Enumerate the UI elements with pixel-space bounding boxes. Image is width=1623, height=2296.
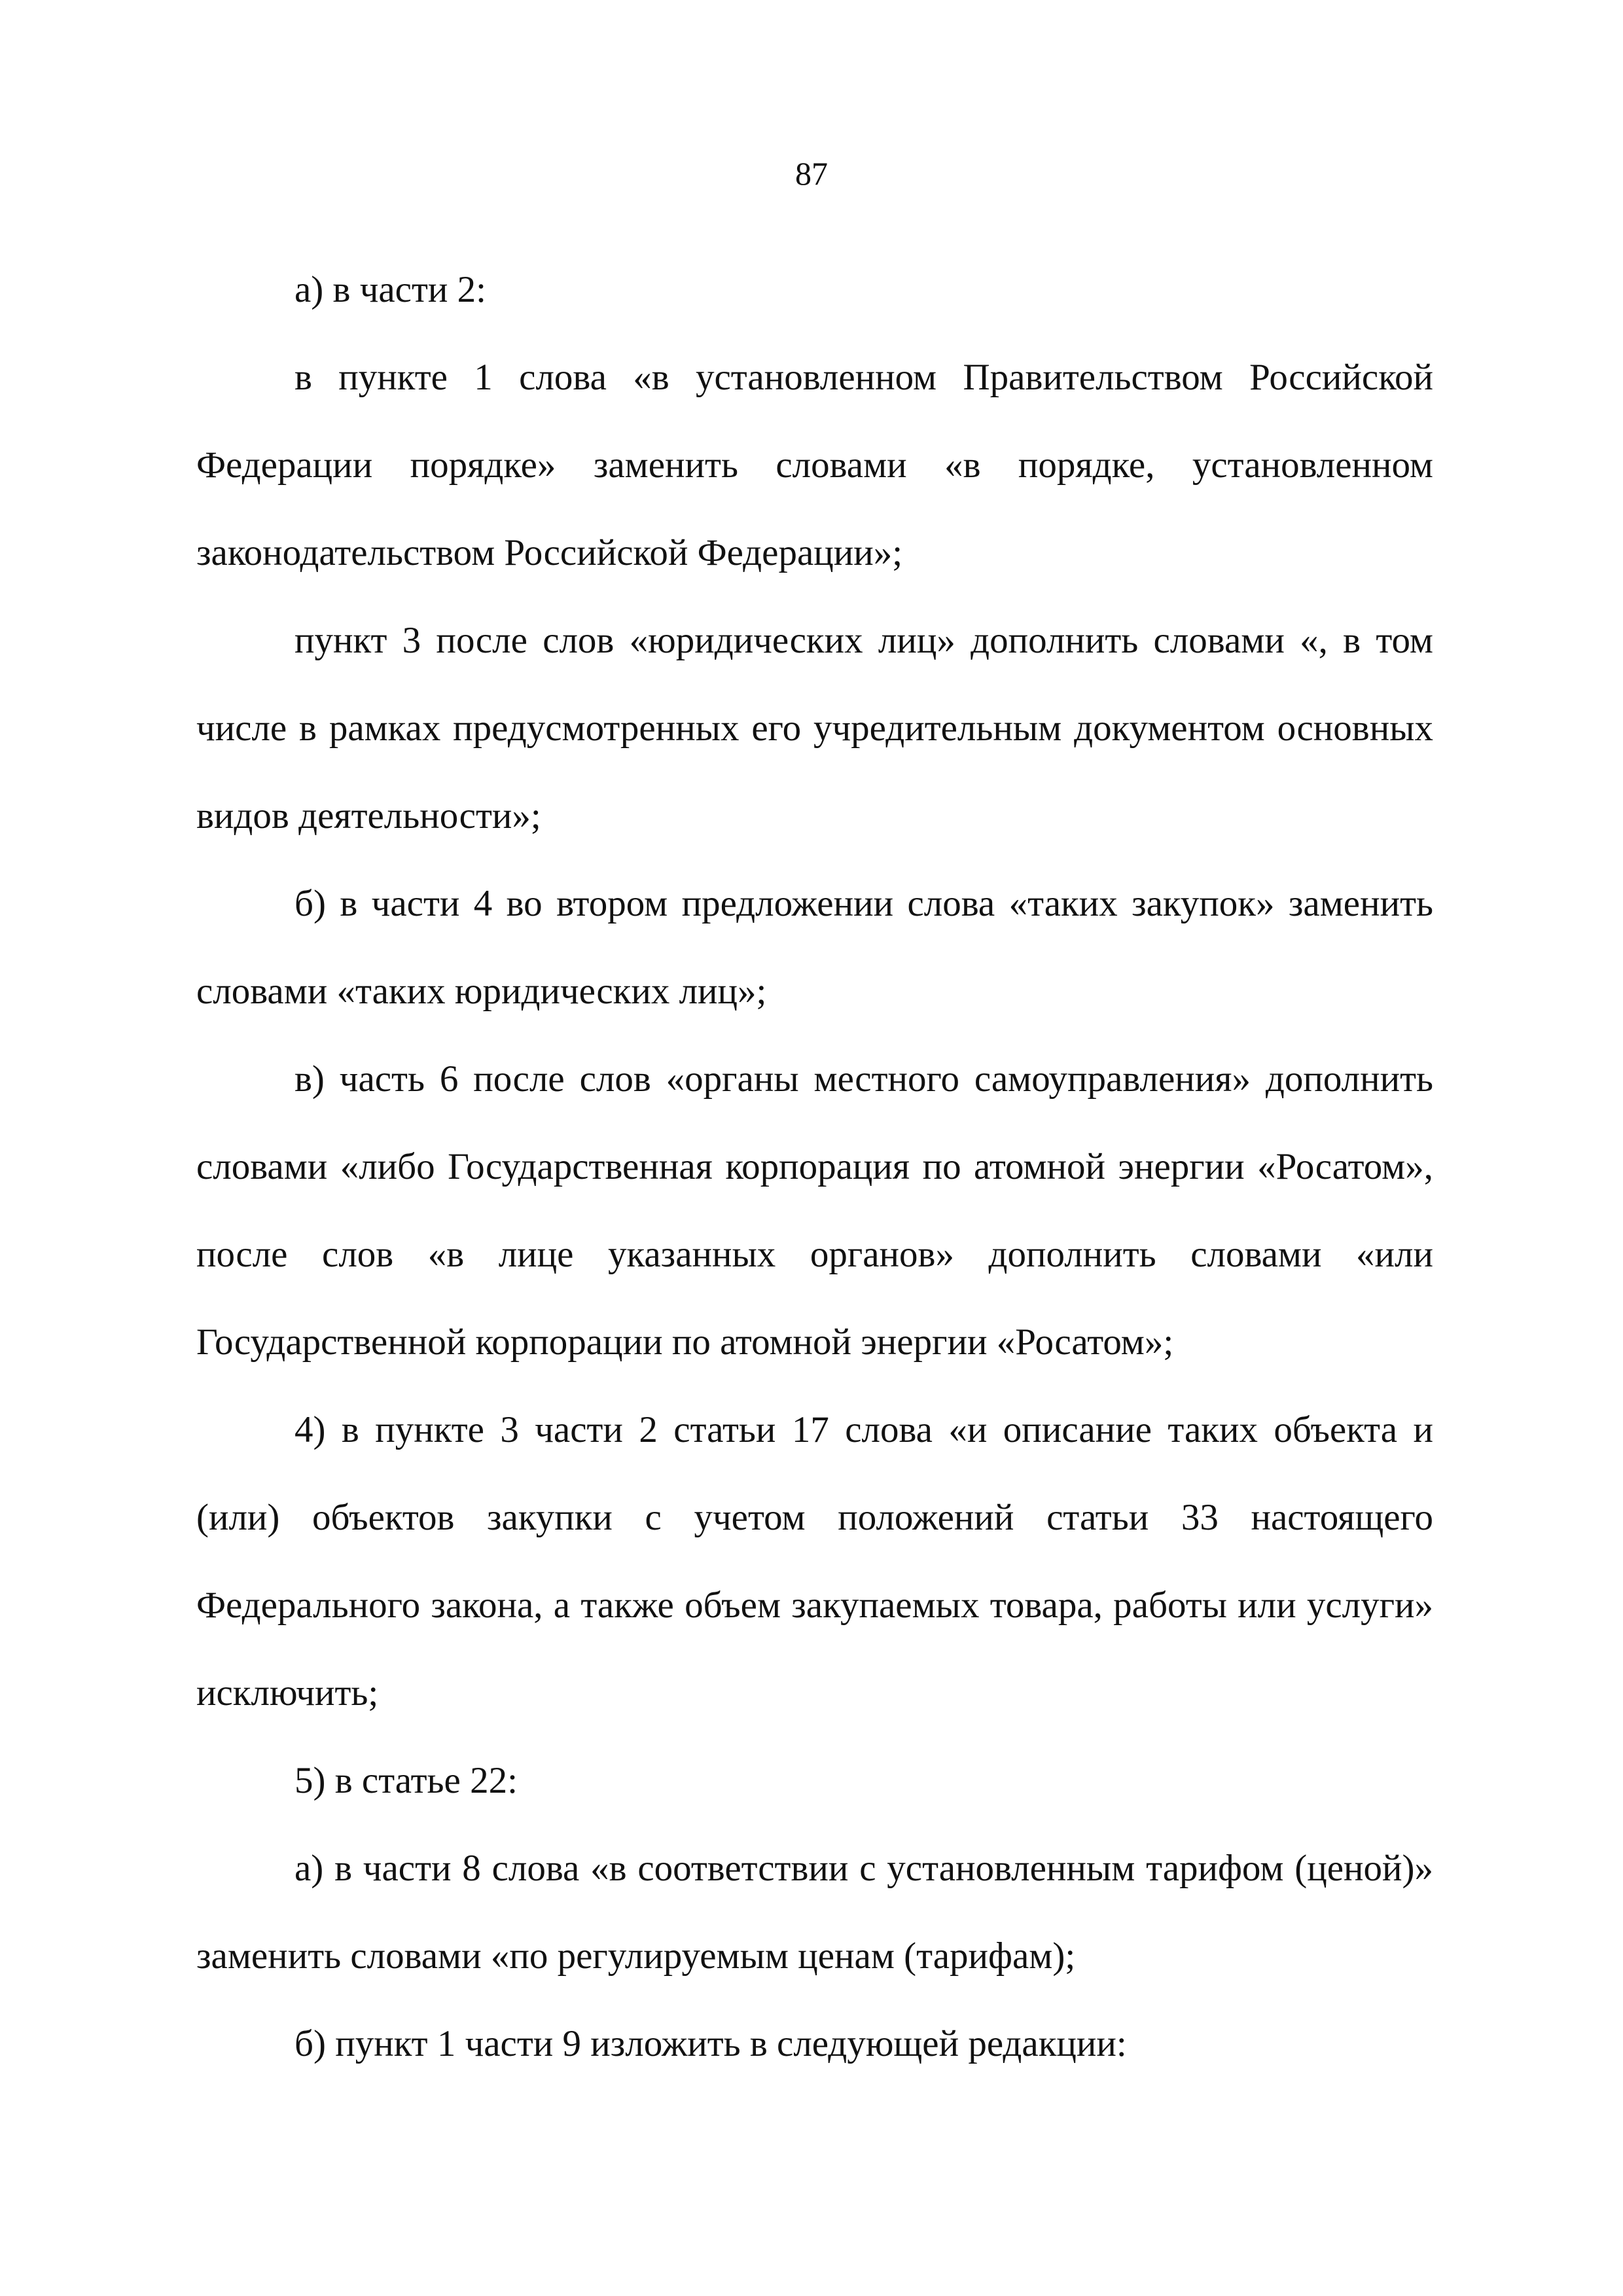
paragraph: а) в части 2: — [294, 269, 486, 310]
paragraph: б) пункт 1 части 9 изложить в следующей редакции: — [294, 2023, 1127, 2064]
page-number: 87 — [795, 155, 828, 192]
paragraph: 5) в статье 22: — [294, 1760, 518, 1801]
document-body — [196, 246, 1433, 2088]
paragraph: в пункте 1 слова «в установленном Правительством Российской Федерации порядке» заменить словами «в порядке, установленном законодательством Российской Федерации»; — [196, 357, 1433, 573]
paragraph: 4) в пункте 3 части 2 статьи 17 слова «и описание таких объекта и (или) объектов закупки с учетом положений статьи 33 настоящего Федерального закона, а также объем закупаемых товара, работы или услуги» исключить; — [196, 1409, 1433, 1713]
paragraph: а) в части 8 слова «в соответствии с установленным тарифом (ценой)» заменить словами «по регулируемым ценам (тарифам); — [196, 1848, 1433, 1977]
paragraph: пункт 3 после слов «юридических лиц» дополнить словами «, в том числе в рамках предусмотренных его учредительным документом основных видов деятельности»; — [196, 620, 1433, 836]
paragraph: б) в части 4 во втором предложении слова «таких закупок» заменить словами «таких юридических лиц»; — [196, 883, 1433, 1012]
paragraph: в) часть 6 после слов «органы местного самоуправления» дополнить словами «либо Государственная корпорация по атомной энергии «Росатом», после слов «в лице указанных органов» дополнить словами «или Государственной корпорации по атомной энергии «Росатом»; — [196, 1058, 1433, 1363]
